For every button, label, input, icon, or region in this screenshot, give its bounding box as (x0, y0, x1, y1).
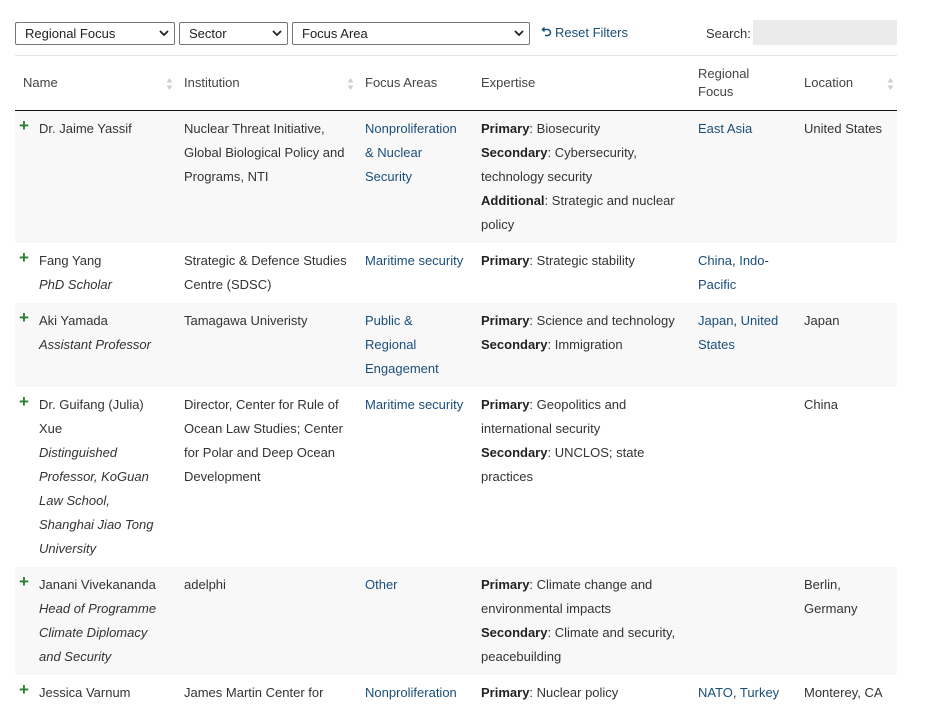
sort-icon (887, 77, 894, 91)
regional-focus-cell (690, 243, 796, 303)
regional-focus-cell (690, 567, 796, 675)
location-cell (796, 243, 897, 303)
column-label: Location (804, 75, 853, 90)
sector-select-value: Sector (189, 26, 227, 41)
expertise-entry: Primary: Strategic stability (481, 249, 682, 273)
expertise-text: Science and technology (537, 313, 675, 328)
table-header-row (15, 56, 897, 111)
chevron-down-icon (158, 24, 170, 43)
expertise-level: Secondary (481, 625, 547, 640)
expertise-level: Secondary (481, 337, 547, 352)
expertise-entry: Additional: Strategic and nuclear policy (481, 189, 682, 237)
name-cell (15, 303, 176, 387)
expertise-entry: Primary: Geopolitics and international security (481, 393, 682, 441)
institution-text: Director, Center for Rule of Ocean Law Studies; Center for Polar and Deep Ocean Development (184, 397, 343, 484)
expertise-text: Strategic and nuclear policy (481, 193, 675, 232)
expertise-text: Cybersecurity, technology security (481, 145, 637, 184)
expert-name: Dr. Jaime Yassif (39, 121, 132, 136)
table-row[interactable] (15, 387, 897, 567)
institution-text: Tamagawa Univeristy (184, 313, 308, 328)
focus-areas-cell (357, 387, 473, 567)
institution-text: James Martin Center for (184, 685, 323, 700)
expertise-text: Nuclear policy (537, 685, 619, 700)
focus-area-link[interactable]: Nonproliferation (365, 685, 457, 700)
expertise-level: Primary (481, 577, 529, 592)
name-cell (15, 111, 176, 244)
location-cell (796, 303, 897, 387)
expert-name: Janani Vivekananda (39, 577, 156, 592)
expertise-text: Geopolitics and international security (481, 397, 626, 436)
region-link[interactable]: Indo-Pacific (698, 253, 769, 292)
table-body (15, 111, 897, 711)
focus-areas-cell (357, 243, 473, 303)
column-label: Focus Areas (365, 75, 437, 90)
focus-area-link[interactable]: Public & Regional Engagement (365, 313, 439, 376)
column-header-focus-areas (357, 56, 473, 111)
location-cell (796, 567, 897, 675)
location-text: Japan (804, 313, 839, 328)
expand-row-icon[interactable]: + (19, 308, 29, 328)
sector-select[interactable] (179, 22, 288, 45)
region-link[interactable]: China (698, 253, 732, 268)
column-label: Regional Focus (698, 66, 749, 99)
undo-icon (540, 26, 552, 38)
institution-text: adelphi (184, 577, 226, 592)
column-label: Name (23, 75, 58, 90)
expertise-entry: Primary: Science and technology (481, 309, 682, 333)
location-text: China (804, 397, 838, 412)
expertise-entry: Secondary: Immigration (481, 333, 682, 357)
expertise-entry: Primary: Biosecurity (481, 117, 682, 141)
location-text: Monterey, CA (804, 685, 883, 700)
regional-focus-select-value: Regional Focus (25, 26, 115, 41)
institution-cell (176, 243, 357, 303)
expertise-entry: Secondary: Cybersecurity, technology security (481, 141, 682, 189)
reset-filters-label: Reset Filters (555, 25, 628, 40)
expand-row-icon[interactable]: + (19, 572, 29, 592)
expand-row-icon[interactable]: + (19, 392, 29, 412)
expertise-text: Climate change and environmental impacts (481, 577, 652, 616)
column-header-name[interactable] (15, 56, 176, 111)
institution-cell (176, 675, 357, 711)
expertise-cell (473, 303, 690, 387)
focus-area-link[interactable]: Other (365, 577, 398, 592)
table-row[interactable] (15, 303, 897, 387)
expand-row-icon[interactable]: + (19, 248, 29, 268)
regional-focus-cell (690, 111, 796, 244)
separator: , (733, 313, 740, 328)
regional-focus-cell (690, 387, 796, 567)
column-label: Expertise (481, 75, 535, 90)
expert-name: Aki Yamada (39, 313, 108, 328)
location-cell (796, 387, 897, 567)
focus-area-select-value: Focus Area (302, 26, 368, 41)
focus-area-select[interactable] (292, 22, 530, 45)
focus-areas-cell (357, 675, 473, 711)
expertise-level: Primary (481, 397, 529, 412)
focus-area-link[interactable]: Maritime security (365, 253, 463, 268)
reset-filters-link[interactable] (540, 25, 628, 40)
expertise-cell (473, 387, 690, 567)
location-text: Berlin, Germany (804, 577, 857, 616)
name-cell (15, 387, 176, 567)
region-link[interactable]: United States (698, 313, 778, 352)
location-cell (796, 675, 897, 711)
expertise-text: UNCLOS; state practices (481, 445, 644, 484)
expertise-text: Strategic stability (537, 253, 635, 268)
region-link[interactable]: East Asia (698, 121, 752, 136)
expertise-entry: Secondary: Climate and security, peacebuilding (481, 621, 682, 669)
expertise-level: Additional (481, 193, 545, 208)
expertise-cell (473, 111, 690, 244)
expert-title: Assistant Professor (39, 333, 168, 357)
chevron-down-icon (271, 24, 283, 43)
focus-area-link[interactable]: Maritime security (365, 397, 463, 412)
institution-text: Nuclear Threat Initiative, Global Biological Policy and Programs, NTI (184, 121, 344, 184)
institution-cell (176, 111, 357, 244)
sort-icon (347, 77, 354, 91)
sort-icon (166, 77, 173, 91)
focus-area-link[interactable]: Nonproliferation & Nuclear Security (365, 121, 457, 184)
regional-focus-cell (690, 303, 796, 387)
institution-cell (176, 387, 357, 567)
expand-row-icon[interactable]: + (19, 680, 29, 700)
expert-title: Head of Programme Climate Diplomacy and Security (39, 597, 168, 669)
search-input[interactable] (753, 20, 897, 45)
experts-table (15, 56, 897, 711)
expertise-level: Secondary (481, 445, 547, 460)
column-label: Institution (184, 75, 240, 90)
expertise-text: Immigration (555, 337, 623, 352)
focus-areas-cell (357, 303, 473, 387)
region-link[interactable]: Japan (698, 313, 733, 328)
expertise-level: Primary (481, 253, 529, 268)
focus-areas-cell (357, 567, 473, 675)
institution-text: Strategic & Defence Studies Centre (SDSC) (184, 253, 347, 292)
column-header-institution[interactable] (176, 56, 357, 111)
expertise-cell (473, 675, 690, 711)
expertise-entry: Primary: Nuclear policy (481, 681, 682, 705)
expertise-level: Primary (481, 121, 529, 136)
filter-bar (15, 21, 897, 46)
expertise-text: Climate and security, peacebuilding (481, 625, 675, 664)
region-link[interactable]: NATO (698, 685, 733, 700)
chevron-down-icon (513, 24, 525, 43)
table-row[interactable] (15, 675, 897, 711)
expert-name: Dr. Guifang (Julia) Xue (39, 397, 144, 436)
focus-areas-cell (357, 111, 473, 244)
name-cell (15, 243, 176, 303)
column-header-location[interactable] (796, 56, 897, 111)
expertise-level: Secondary (481, 145, 547, 160)
regional-focus-cell (690, 675, 796, 711)
expertise-cell (473, 243, 690, 303)
expert-name: Fang Yang (39, 253, 101, 268)
name-cell (15, 567, 176, 675)
region-link[interactable]: Turkey (740, 685, 779, 700)
table-row[interactable] (15, 567, 897, 675)
expertise-level: Primary (481, 313, 529, 328)
expand-row-icon[interactable]: + (19, 116, 29, 136)
expertise-entry: Primary: Climate change and environmental impacts (481, 573, 682, 621)
separator: , (733, 685, 740, 700)
regional-focus-select[interactable] (15, 22, 175, 45)
name-cell (15, 675, 176, 711)
institution-cell (176, 567, 357, 675)
location-cell (796, 111, 897, 244)
column-header-regional-focus (690, 56, 796, 111)
expertise-entry: Secondary: UNCLOS; state practices (481, 441, 682, 489)
expert-title: Distinguished Professor, KoGuan Law School, Shanghai Jiao Tong University (39, 441, 168, 561)
expertise-level: Primary (481, 685, 529, 700)
location-text: United States (804, 121, 882, 136)
table-row[interactable] (15, 111, 897, 244)
expert-name: Jessica Varnum (39, 685, 131, 700)
institution-cell (176, 303, 357, 387)
expertise-text: Biosecurity (537, 121, 601, 136)
column-header-expertise (473, 56, 690, 111)
expert-title: PhD Scholar (39, 273, 168, 297)
expertise-cell (473, 567, 690, 675)
table-row[interactable] (15, 243, 897, 303)
separator: , (732, 253, 739, 268)
search-label: Search: (706, 26, 751, 41)
